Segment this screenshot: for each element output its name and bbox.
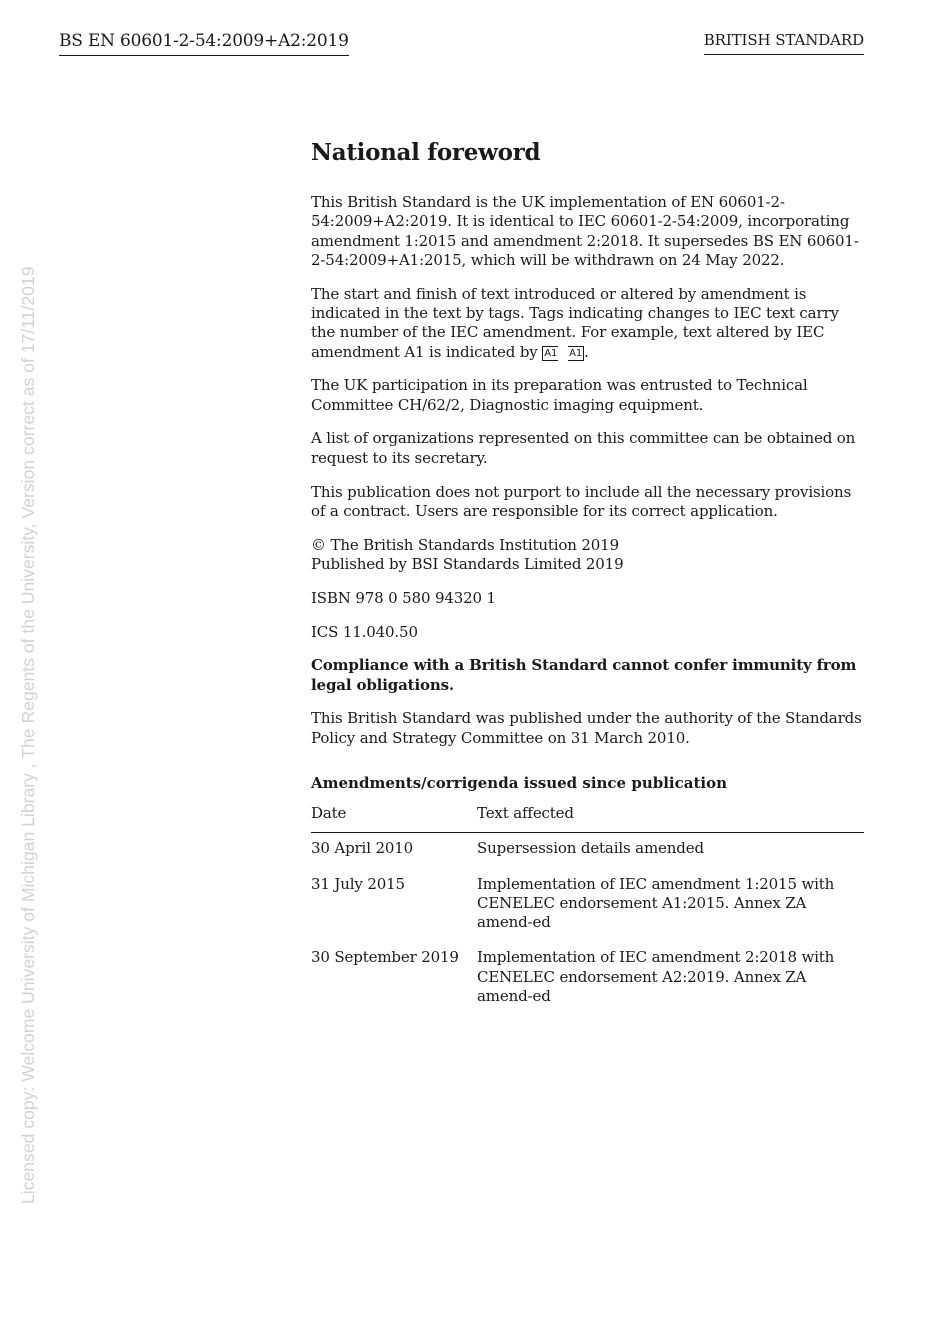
table-row (311, 948, 864, 1022)
amendment-text: Supersession details amended (477, 839, 704, 858)
amendment-date: 30 April 2010 (311, 839, 414, 858)
amendment-text: Implementation of IEC amendment 2:2018 with CENELEC endorsement A2:2019. Annex ZA amend-ed (477, 948, 835, 1006)
amendment-tags-text: The start and finish of text introduced or altered by amendment is indicated in the text by tags. Tags indicating changes to IEC text carry the number of the IEC amendment. For example, text altered by IEC amendment A1 is indicated by (311, 284, 839, 361)
publisher-label: BRITISH STANDARD (704, 31, 864, 55)
amendment-open-tag-icon: A1 (544, 347, 558, 359)
license-watermark: Licensed copy: Welcome University of Michigan Library , The Regents of the University, Version correct as of 17/11/2019 (18, 266, 38, 1204)
amendments-table (311, 804, 864, 1022)
page-title: National foreword (311, 139, 541, 166)
copyright-block (311, 536, 864, 575)
isbn-line: ISBN 978 0 580 94320 1 (311, 588, 496, 607)
table-row (311, 833, 864, 875)
standard-number: BS EN 60601-2-54:2009+A2:2019 (59, 31, 349, 56)
table-row (311, 875, 864, 949)
amendments-header-row (311, 804, 864, 833)
amendment-tags-paragraph (311, 285, 864, 362)
published-by-line: Published by BSI Standards Limited 2019 (311, 554, 624, 573)
compliance-notice: Compliance with a British Standard cannot confer immunity from legal obligations. (311, 656, 857, 694)
amendment-close-tag-icon: A1 (569, 347, 583, 359)
committee-paragraph: The UK participation in its preparation was entrusted to Technical Committee CH/62/2, Diagnostic imaging equipment. (311, 376, 808, 414)
amendments-heading: Amendments/corrigenda issued since publication (311, 774, 727, 792)
ics-line: ICS 11.040.50 (311, 622, 418, 641)
amendment-date: 31 July 2015 (311, 874, 405, 893)
amendment-text: Implementation of IEC amendment 1:2015 with CENELEC endorsement A1:2015. Annex ZA amend-ed (477, 874, 835, 932)
organizations-paragraph: A list of organizations represented on this committee can be obtained on request to its secretary. (311, 429, 856, 467)
provisions-paragraph: This publication does not purport to include all the necessary provisions of a contract. Users are responsible for its correct application. (311, 482, 852, 520)
authority-paragraph: This British Standard was published under the authority of the Standards Policy and Strategy Committee on 31 March 2010. (311, 709, 862, 747)
copyright-line: © The British Standards Institution 2019 (311, 535, 619, 554)
column-header-text-affected: Text affected (477, 804, 864, 833)
implementation-paragraph: This British Standard is the UK implementation of EN 60601-2-54:2009+A2:2019. It is identical to IEC 60601-2-54:2009, incorporating amendment 1:2015 and amendment 2:2018. It supersedes BS EN 60601-2-54:2009+A1:2015, which will be withdrawn on 24 May 2022. (311, 193, 859, 269)
amendment-date: 30 September 2019 (311, 948, 459, 967)
column-header-date: Date (311, 804, 477, 833)
sentence-end: . (584, 342, 589, 361)
foreword-body (311, 193, 864, 763)
